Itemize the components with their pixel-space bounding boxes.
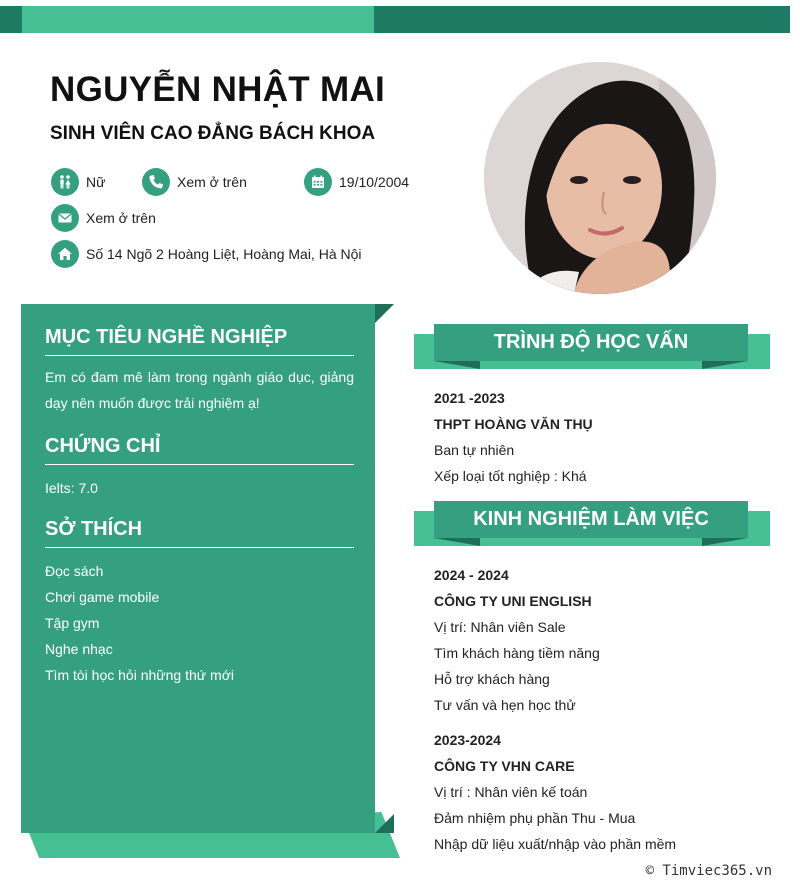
experience-detail: Nhập dữ liệu xuất/nhập vào phần mềm xyxy=(434,836,677,852)
experience-detail: Tư vấn và hẹn học thử xyxy=(434,697,576,713)
education-title: TRÌNH ĐỘ HỌC VẤN xyxy=(434,324,748,361)
experience-banner-fold-left xyxy=(434,538,480,546)
hobby-item: Đọc sách xyxy=(45,563,104,579)
phone-icon xyxy=(142,168,170,196)
experience-detail: Vị trí: Nhân viên Sale xyxy=(434,619,566,635)
objective-text: Em có đam mê làm trong ngành giáo dục, giảng dạy nên muốn được trải nghiệm ạ! xyxy=(45,369,354,411)
experience-detail: Hỗ trợ khách hàng xyxy=(434,671,550,687)
experience-entry xyxy=(434,562,774,718)
education-entry xyxy=(434,385,774,489)
mail-icon xyxy=(51,204,79,232)
left-panel-top-fold xyxy=(375,304,394,323)
experience-detail: Đảm nhiệm phụ phần Thu - Mua xyxy=(434,810,636,826)
experience-company: CÔNG TY VHN CARE xyxy=(434,758,575,774)
education-detail: Ban tự nhiên xyxy=(434,442,515,458)
left-panel xyxy=(21,304,375,833)
experience-entry xyxy=(434,727,774,857)
contact-phone-text: Xem ở trên xyxy=(177,174,247,190)
experience-title: KINH NGHIỆM LÀM VIỆC xyxy=(434,501,748,538)
objective-title: MỤC TIÊU NGHỀ NGHIỆP xyxy=(45,326,354,356)
gender-icon xyxy=(51,168,79,196)
hobby-item: Nghe nhạc xyxy=(45,641,113,657)
profile-photo xyxy=(484,62,716,294)
left-panel-ribbon-fold xyxy=(375,814,394,833)
education-detail: Xếp loại tốt nghiệp : Khá xyxy=(434,468,587,484)
top-accent-bar-light xyxy=(22,6,374,33)
experience-banner xyxy=(414,501,770,546)
contact-birthday-text: 19/10/2004 xyxy=(339,174,410,190)
certificates-title: CHỨNG CHỈ xyxy=(45,435,354,465)
education-banner xyxy=(414,324,770,369)
contact-address-text: Số 14 Ngõ 2 Hoàng Liệt, Hoàng Mai, Hà Nội xyxy=(86,246,362,262)
education-period: 2021 -2023 xyxy=(434,390,505,406)
experience-detail: Tìm khách hàng tiềm năng xyxy=(434,645,600,661)
experience-banner-fold-right xyxy=(702,538,748,546)
hobbies-section xyxy=(45,518,354,688)
experience-period: 2024 - 2024 xyxy=(434,567,509,583)
contact-gender xyxy=(51,168,105,196)
hobbies-title: SỞ THÍCH xyxy=(45,518,354,548)
certificate-item: Ielts: 7.0 xyxy=(45,480,98,496)
top-accent-bar xyxy=(0,6,790,33)
hobby-item: Chơi game mobile xyxy=(45,589,160,605)
certificates-section xyxy=(45,435,354,501)
contact-email-text: Xem ở trên xyxy=(86,210,156,226)
experience-period: 2023-2024 xyxy=(434,732,501,748)
objective-section xyxy=(45,326,354,416)
contact-email xyxy=(51,204,156,232)
hobby-item: Tìm tòi học hỏi những thứ mới xyxy=(45,667,234,683)
candidate-name: NGUYỄN NHẬT MAI xyxy=(50,70,386,109)
contact-address xyxy=(51,240,362,268)
education-school: THPT HOÀNG VĂN THỤ xyxy=(434,416,593,432)
education-banner-fold-right xyxy=(702,361,748,369)
home-icon xyxy=(51,240,79,268)
candidate-title: SINH VIÊN CAO ĐẲNG BÁCH KHOA xyxy=(50,123,376,144)
experience-company: CÔNG TY UNI ENGLISH xyxy=(434,593,592,609)
contact-phone xyxy=(142,168,247,196)
watermark: © Timviec365.vn xyxy=(645,863,772,879)
education-banner-fold-left xyxy=(434,361,480,369)
contact-gender-text: Nữ xyxy=(86,174,106,190)
contact-birthday xyxy=(304,168,409,196)
hobby-item: Tập gym xyxy=(45,615,100,631)
calendar-icon xyxy=(304,168,332,196)
experience-detail: Vị trí : Nhân viên kế toán xyxy=(434,784,588,800)
